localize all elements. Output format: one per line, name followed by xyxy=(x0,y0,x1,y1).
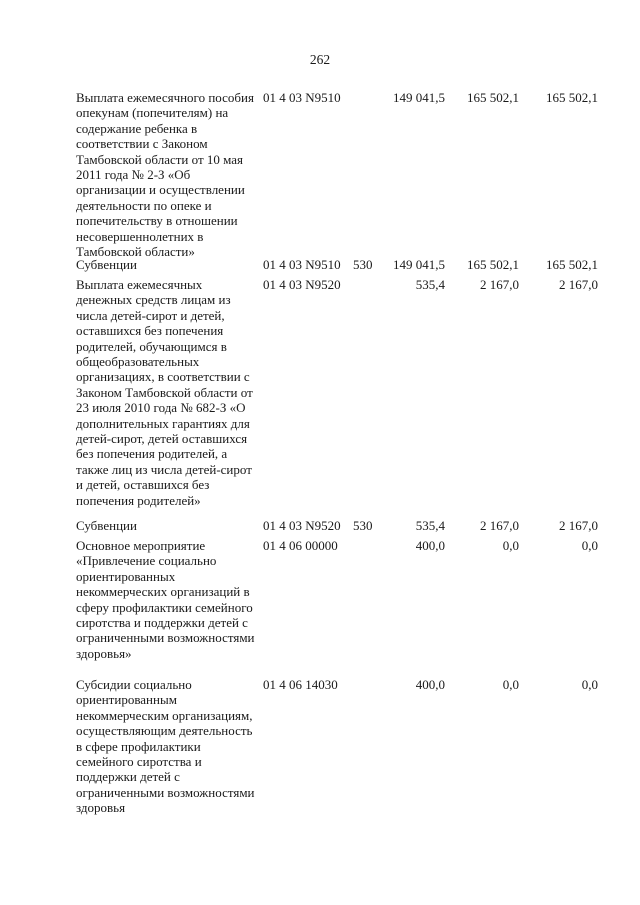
row-expense-type: 530 xyxy=(353,257,373,272)
row-name: Выплата ежемесячных денежных средств лицам из числа детей-сирот и детей, оставшихся без попечения родителей, обучающимся в общеобразовательных организациях, в соответствии с Законом Тамбовской области от 23 июля 2010 года № 682-З «О дополнительных гарантиях для детей-сирот, детей оставшихся без попечения родителей, а также лиц из числа детей-сирот и детей, оставшихся без попечения родителей» xyxy=(76,277,253,508)
row-value-3: 2 167,0 xyxy=(559,277,598,292)
row-code: 01 4 06 14030 xyxy=(263,677,338,692)
row-value-1: 149 041,5 xyxy=(393,90,445,105)
row-value-2: 0,0 xyxy=(502,538,519,553)
row-code: 01 4 03 N9510 xyxy=(263,90,341,105)
row-name: Субвенции xyxy=(76,257,137,272)
row-code: 01 4 06 00000 xyxy=(263,538,338,553)
row-value-2: 165 502,1 xyxy=(467,90,519,105)
row-value-3: 2 167,0 xyxy=(559,518,598,533)
row-code: 01 4 03 N9510 xyxy=(263,257,341,272)
row-name: Субсидии социально ориентированным некоммерческим организациям, осуществляющим деятельность в сфере профилактики семейного сиротства и поддержки детей с ограниченными возможностями здоровья xyxy=(76,677,255,816)
row-value-3: 0,0 xyxy=(581,538,598,553)
row-value-1: 400,0 xyxy=(415,677,445,692)
row-code: 01 4 03 N9520 xyxy=(263,518,341,533)
row-value-3: 165 502,1 xyxy=(546,90,598,105)
row-name: Выплата ежемесячного пособия опекунам (попечителям) на содержание ребенка в соответствии с Законом Тамбовской области от 10 мая 2011 года № 2-З «Об организации и осуществлении деятельности по опеке и попечительству в отношении несовершеннолетних в Тамбовской области» xyxy=(76,90,254,260)
row-expense-type: 530 xyxy=(353,518,373,533)
row-value-3: 0,0 xyxy=(581,677,598,692)
row-code: 01 4 03 N9520 xyxy=(263,277,341,292)
row-value-2: 2 167,0 xyxy=(480,277,519,292)
page-number: 262 xyxy=(309,52,331,67)
row-name: Основное мероприятие «Привлечение социально ориентированных некоммерческих организаций в сферу профилактики семейного сиротства и поддержки детей с ограниченными возможностями здоровья» xyxy=(76,538,255,661)
row-value-2: 2 167,0 xyxy=(480,518,519,533)
row-value-2: 0,0 xyxy=(502,677,519,692)
row-value-1: 535,4 xyxy=(415,277,445,292)
row-value-1: 400,0 xyxy=(415,538,445,553)
row-value-1: 149 041,5 xyxy=(393,257,445,272)
row-name: Субвенции xyxy=(76,518,137,533)
row-value-1: 535,4 xyxy=(415,518,445,533)
row-value-3: 165 502,1 xyxy=(546,257,598,272)
row-value-2: 165 502,1 xyxy=(467,257,519,272)
